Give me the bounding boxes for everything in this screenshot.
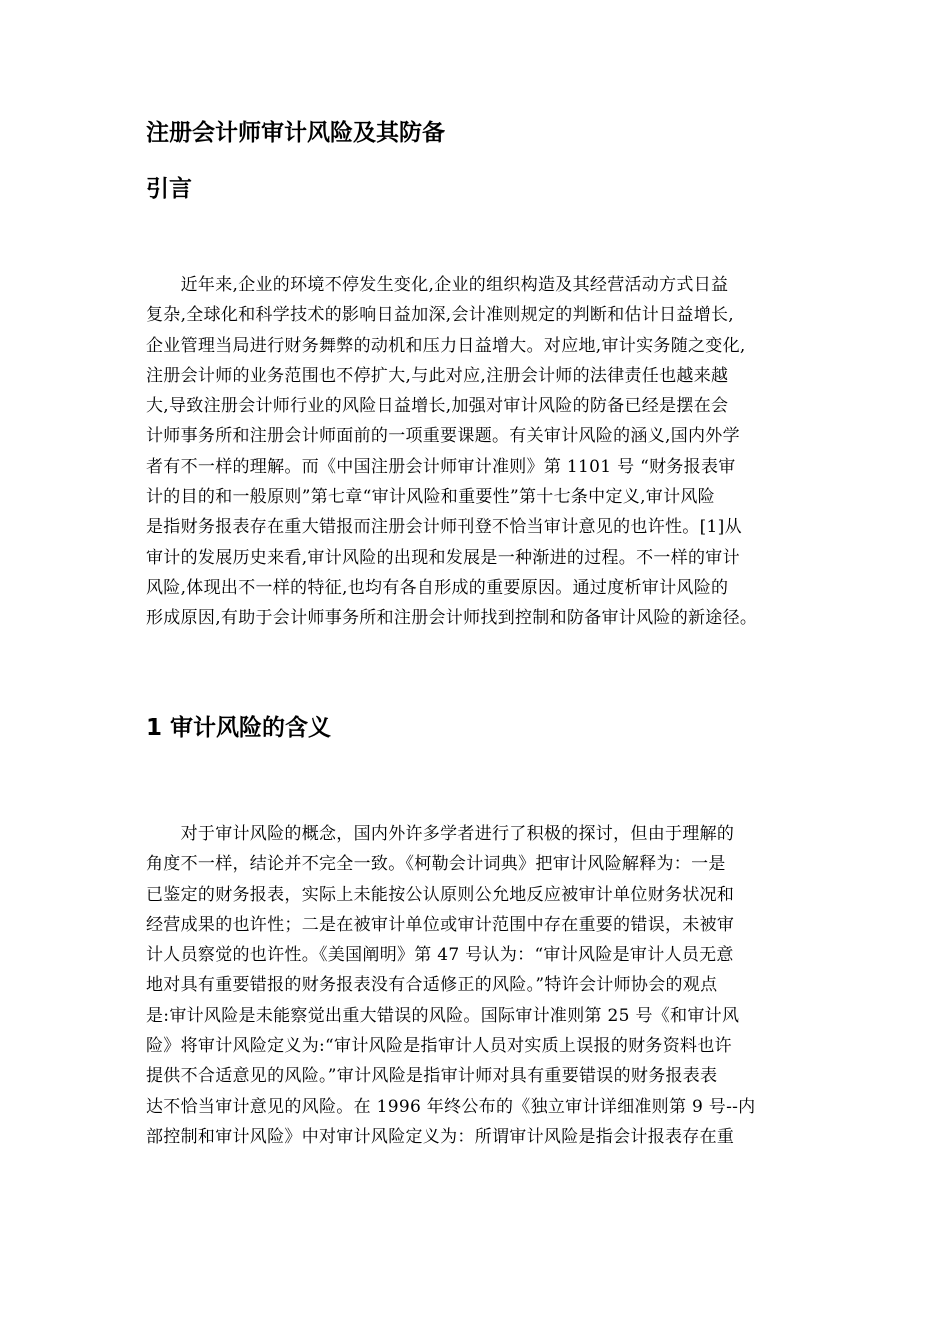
paragraph-line: 经营成果的也许性；二是在被审计单位或审计范围中存在重要的错误，未被审 (146, 914, 735, 935)
intro-heading: 引言 (146, 176, 192, 202)
paragraph-line: 注册会计师的业务范围也不停扩大,与此对应,注册会计师的法律责任也越来越 (146, 365, 729, 386)
paragraph-line: 险》将审计风险定义为:“审计风险是指审计人员对实质上误报的财务资料也许 (146, 1036, 732, 1057)
paragraph-line: 提供不合适意见的风险。”审计风险是指审计师对具有重要错误的财务报表表 (146, 1066, 718, 1087)
paragraph-line: 计师事务所和注册会计师面前的一项重要课题。有关审计风险的涵义,国内外学 (146, 426, 740, 447)
paragraph-line: 计的目的和一般原则”第七章“审计风险和重要性”第十七条中定义,审计风险 (146, 487, 715, 508)
paragraph-line: 是指财务报表存在重大错报而注册会计师刊登不恰当审计意见的也许性。[1]从 (146, 517, 742, 538)
paragraph-line: 者有不一样的理解。而《中国注册会计师审计准则》第 1101 号 “财务报表审 (146, 456, 736, 477)
paragraph-line: 复杂,全球化和科学技术的影响日益加深,会计准则规定的判断和估计日益增长, (146, 305, 735, 326)
intro-paragraph (146, 270, 826, 634)
paragraph-line: 形成原因,有助于会计师事务所和注册会计师找到控制和防备审计风险的新途径。 (146, 608, 758, 629)
paragraph-line: 大,导致注册会计师行业的风险日益增长,加强对审计风险的防备已经是摆在会 (146, 396, 729, 417)
paragraph-line: 审计的发展历史来看,审计风险的出现和发展是一种渐进的过程。不一样的审计 (146, 547, 740, 568)
section-1-paragraph (146, 819, 826, 1152)
paragraph-line: 风险,体现出不一样的特征,也均有各自形成的重要原因。通过度析审计风险的 (146, 577, 729, 598)
paragraph-line: 角度不一样，结论并不完全一致。《柯勒会计词典》把审计风险解释为：一是 (146, 854, 726, 875)
paragraph-line: 是:审计风险是未能察觉出重大错误的风险。国际审计准则第 25 号《和审计风 (146, 1005, 740, 1026)
paragraph-line: 达不恰当审计意见的风险。在 1996 年终公布的《独立审计详细准则第 9 号--内 (146, 1096, 756, 1117)
paragraph-line: 地对具有重要错报的财务报表没有合适修正的风险。”特许会计师协会的观点 (146, 975, 718, 996)
paragraph-line: 近年来,企业的环境不停发生变化,企业的组织构造及其经营活动方式日益 (146, 275, 729, 295)
paragraph-line: 已鉴定的财务报表，实际上未能按公认原则公允地反应被审计单位财务状况和 (146, 884, 735, 905)
document-title: 注册会计师审计风险及其防备 (146, 120, 445, 146)
paragraph-line: 计人员察觉的也许性。《美国阐明》第 47 号认为：“审计风险是审计人员无意 (146, 945, 734, 966)
paragraph-line: 部控制和审计风险》中对审计风险定义为：所谓审计风险是指会计报表存在重 (146, 1126, 735, 1147)
section-1-heading: 1 审计风险的含义 (146, 715, 332, 741)
paragraph-line: 企业管理当局进行财务舞弊的动机和压力日益增大。对应地,审计实务随之变化, (146, 335, 746, 356)
paragraph-line: 对于审计风险的概念，国内外许多学者进行了积极的探讨，但由于理解的 (146, 824, 735, 844)
